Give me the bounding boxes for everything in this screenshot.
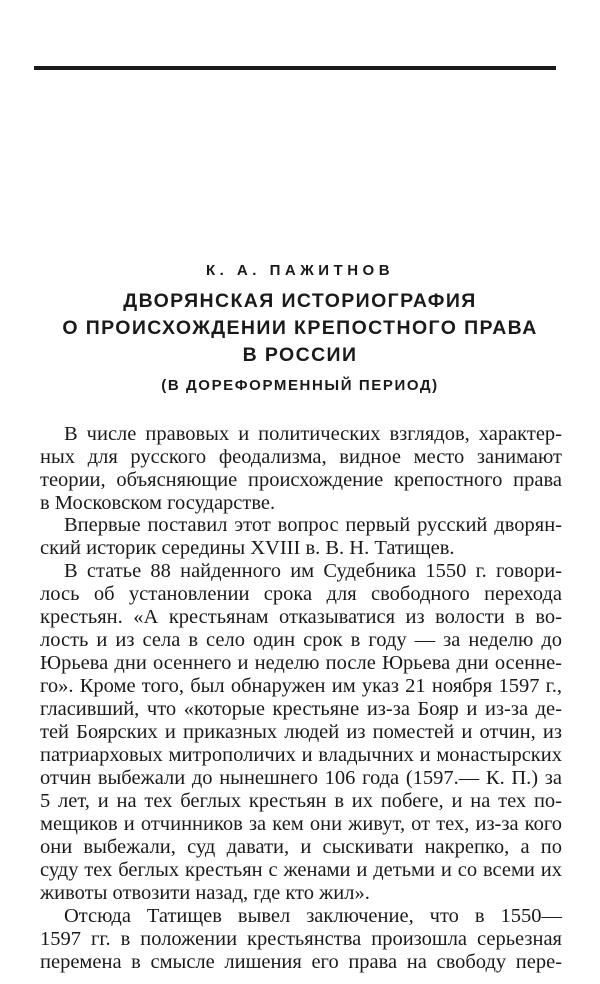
header-rule — [34, 66, 556, 70]
body-line: в Московском государстве. — [40, 492, 276, 514]
body-line: го». Кроме того, был обнаружен им указ 21 ноября 1597 г., — [40, 675, 562, 697]
body-line: Впервые поставил этот вопрос первый русский дворян- — [64, 514, 562, 536]
body-line: ных для русского феодализма, видное место занимают — [40, 446, 562, 468]
body-line: тей Боярских и приказных людей из поместей и отчин, из — [40, 721, 562, 743]
body-line: суду тех беглых крестьян с женами и детьми и со всеми их — [40, 859, 562, 881]
body-line: гласивший, что «которые крестьяне из-за Бояр и из-за де- — [40, 698, 562, 720]
body-line: лось об установлении срока для свободного перехода — [40, 583, 562, 605]
body-line: патриарховых митрополичих и владычних и монастырских — [40, 744, 562, 766]
body-line: крестьян. «А крестьянам отказыватися из волости в во- — [40, 606, 562, 628]
body-line: В числе правовых и политических взглядов, характер- — [64, 423, 562, 445]
body-line: В статье 88 найденного им Судебника 1550 г. говори- — [64, 560, 562, 582]
article-title-line-3: В РОССИИ — [242, 344, 358, 366]
article-subtitle: (В ДОРЕФОРМЕННЫЙ ПЕРИОД) — [161, 377, 439, 394]
body-line: Отсюда Татищев вывел заключение, что в 1550— — [64, 905, 562, 927]
body-line: теории, объясняющие происхождение крепостного права — [40, 469, 562, 491]
body-line: отчин выбежали до нынешнего 106 года (1597.— К. П.) за — [40, 767, 562, 789]
body-line: Юрьева дни осеннего и неделю после Юрьева дни осенне- — [40, 652, 562, 674]
body-line: они выбежали, суд давати, и сыскивати накрепко, а по — [40, 836, 562, 858]
body-line: мещиков и отчинников за кем они живут, от тех, из-за кого — [40, 813, 562, 835]
body-line: ский историк середины XVIII в. В. Н. Татищев. — [40, 537, 455, 559]
body-line: перемена в смысле лишения его права на свободу пере- — [40, 951, 562, 973]
author-name: К. А. ПАЖИТНОВ — [205, 262, 395, 279]
article-title-line-1: ДВОРЯНСКАЯ ИСТОРИОГРАФИЯ — [123, 290, 477, 312]
body-line: лость и из села в село один срок в году — за неделю до — [40, 629, 562, 651]
article-title-line-2: О ПРОИСХОЖДЕНИИ КРЕПОСТНОГО ПРАВА — [62, 317, 538, 339]
body-line: 5 лет, и на тех беглых крестьян в их побеге, и на тех по- — [40, 790, 562, 812]
body-line: животы отвозити назад, где кто жил». — [40, 882, 370, 904]
body-line: 1597 гг. в положении крестьянства произошла серьезная — [40, 928, 562, 950]
